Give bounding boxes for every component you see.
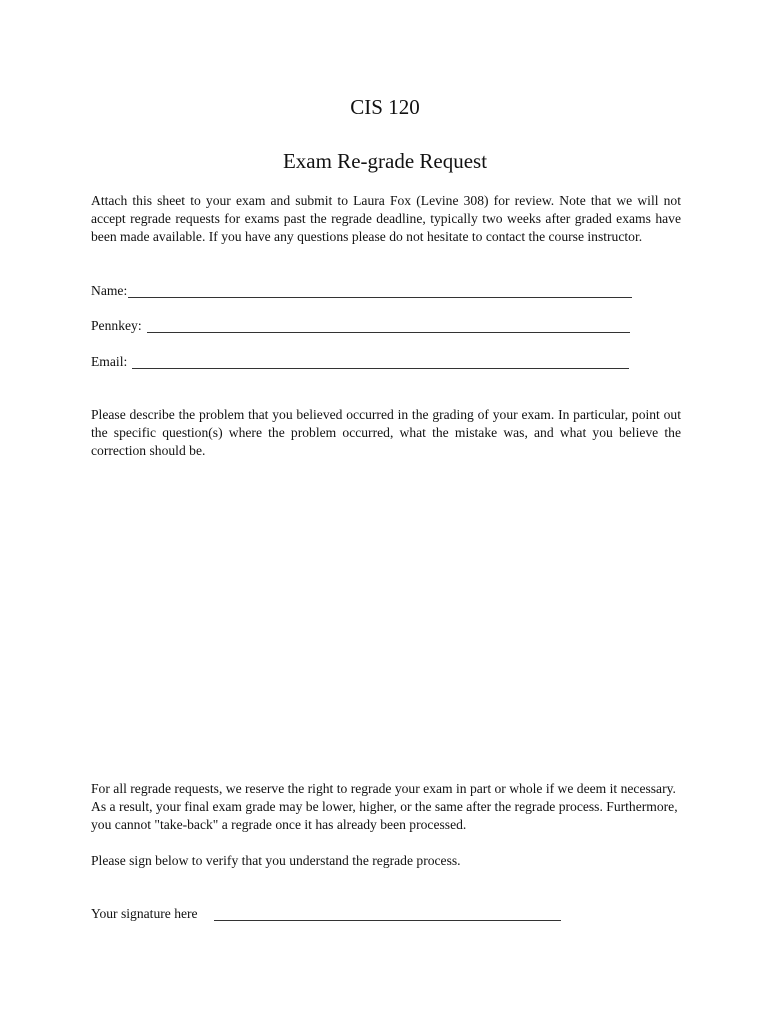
name-field[interactable] [91, 282, 632, 300]
describe-instructions: Please describe the problem that you believed occurred in the grading of your exam. In particular, point out the specific question(s) where the problem occurred, what the mistake was, and what you believe the correction should be. [91, 407, 681, 459]
form-title: Exam Re-grade Request [282, 149, 488, 173]
pennkey-label: Pennkey: [91, 318, 142, 333]
problem-description-area[interactable] [91, 470, 681, 760]
intro-paragraph: Attach this sheet to your exam and submit to Laura Fox (Levine 308) for review. Note that we will not accept regrade requests for exams past the regrade deadline, typically two weeks after graded exams have been made available. If you have any questions please do not hesitate to contact the course instructor. [91, 193, 681, 245]
name-label: Name: [91, 283, 128, 298]
regrade-policy-paragraph: For all regrade requests, we reserve the right to regrade your exam in part or whole if we deem it necessary. As a result, your final exam grade may be lower, higher, or the same after the regrade process. Furthermore, you cannot "take-back" a regrade once it has already been processed. [91, 781, 678, 833]
name-line[interactable] [128, 284, 632, 298]
pennkey-line[interactable] [147, 319, 630, 333]
signature-label: Your signature here [91, 906, 198, 921]
pennkey-field[interactable] [91, 317, 630, 335]
email-line[interactable] [132, 355, 629, 369]
sign-instructions: Please sign below to verify that you understand the regrade process. [91, 853, 461, 868]
signature-field[interactable] [91, 905, 561, 923]
email-field[interactable] [91, 353, 629, 371]
course-title: CIS 120 [350, 95, 420, 119]
signature-line[interactable] [214, 907, 561, 921]
email-label: Email: [91, 354, 128, 369]
